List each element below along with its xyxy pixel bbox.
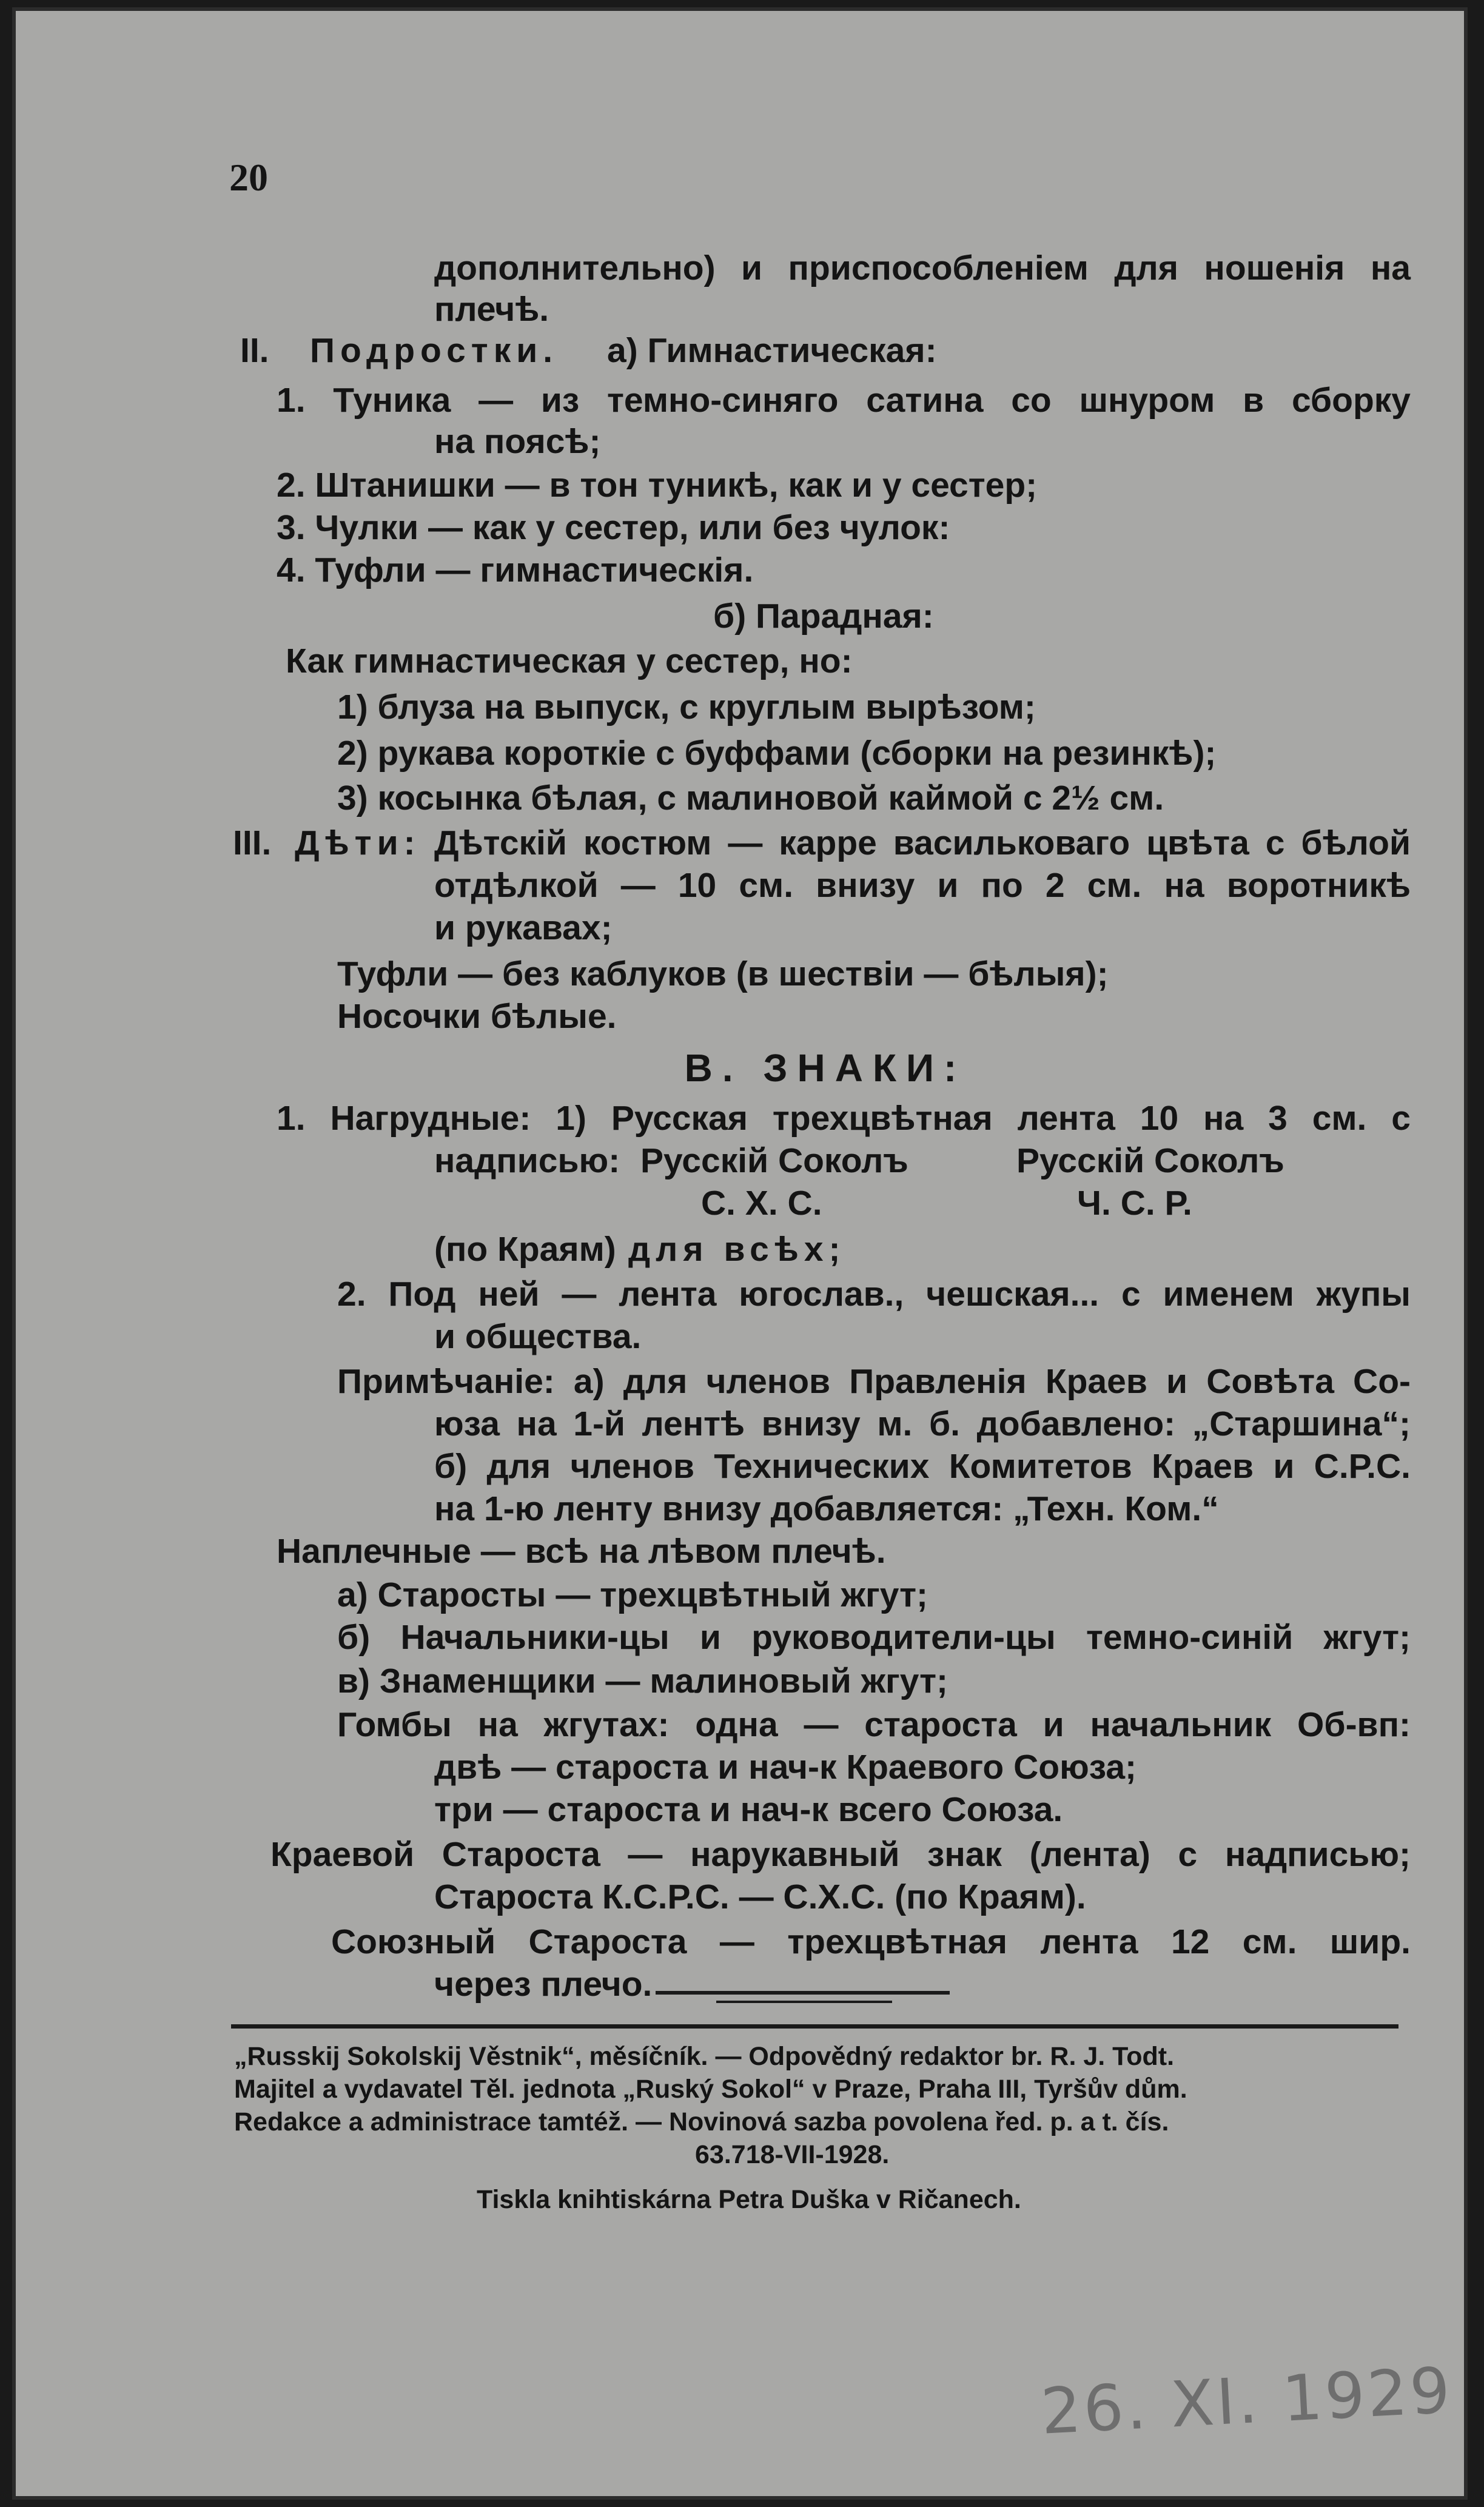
text-line: Русскій Соколъ — [1016, 1141, 1284, 1180]
ornament-rule — [716, 2001, 892, 2003]
text-line: Краевой Староста — нарукавный знак (лента) с надписью; — [270, 1835, 1411, 1874]
text-line: отдѣлкой — 10 см. внизу и по 2 см. на воротникѣ — [434, 866, 1411, 905]
text-line: двѣ — староста и нач-к Краевого Союза; — [434, 1748, 1137, 1787]
text-line: дополнительно) и приспособленіем для ношенія на — [434, 249, 1411, 287]
text-line: 2) рукава короткіе с буффами (сборки на резинкѣ); — [337, 734, 1217, 773]
colophon-line: Majitel a vydavatel Těl. jednota „Ruský Sokol“ v Praze, Praha III, Tyršův dům. — [234, 2075, 1187, 2104]
text-line: и рукавах; — [434, 908, 613, 947]
text-line: плечѣ. — [434, 290, 549, 329]
text-line: три — староста и нач-к всего Союза. — [434, 1790, 1063, 1829]
text-line: юза на 1-й лентѣ внизу м. б. добавлено: „Старшина“; — [434, 1405, 1411, 1443]
printer-line: Tiskla knihtiskárna Petra Duška v Ričanech. — [477, 2185, 1021, 2214]
text-line: 3. Чулки — как у сестер, или без чулок: — [277, 508, 950, 547]
text-line: б) для членов Технических Комитетов Краев и С.Р.С. — [434, 1447, 1411, 1486]
text-line: а) Старосты — трехцвѣтный жгут; — [337, 1576, 928, 1614]
text-line: 1. Туника — из темно-синяго сатина со шнуром в сборку — [277, 381, 1411, 420]
text-line: 1. Нагрудные: 1) Русская трехцвѣтная лента 10 на 3 см. с — [277, 1099, 1411, 1138]
text-line: в) Знаменщики — малиновый жгут; — [337, 1662, 948, 1700]
text-line: Русскій Соколъ — [640, 1141, 908, 1180]
text-line: Примѣчаніе: а) для членов Правленія Краев и Совѣта Со- — [337, 1362, 1411, 1401]
colophon-line: 63.718-VII-1928. — [695, 2140, 890, 2169]
text-line: Как гимнастическая у сестер, но: — [286, 642, 853, 680]
text-line: на поясѣ; — [434, 422, 601, 461]
text-line: для всѣх; — [628, 1230, 846, 1269]
ornament-rule — [656, 1991, 950, 1995]
text-line: а) Гимнастическая: — [607, 331, 937, 370]
text-line: Староста К.С.Р.С. — С.Х.С. (по Краям). — [434, 1878, 1086, 1916]
text-line: б) Парадная: — [713, 597, 934, 636]
text-line: Гомбы на жгутах: одна — староста и начальник Об-вп: — [337, 1705, 1411, 1744]
section-title: Дѣти: — [295, 824, 421, 862]
text-line: б) Начальники-цы и руководители-цы темно-синій жгут; — [337, 1618, 1411, 1657]
section-heading: В. ЗНАКИ: — [684, 1046, 967, 1090]
text-line: 2. Штанишки — в тон туникѣ, как и у сестер; — [277, 466, 1038, 505]
text-line: Наплечные — всѣ на лѣвом плечѣ. — [277, 1532, 886, 1571]
date-stamp: 26. XI. 1929 — [1039, 2353, 1454, 2449]
text-line: и общества. — [434, 1317, 642, 1356]
text-line: 3) косынка бѣлая, с малиновой каймой с 2½ см. — [337, 779, 1164, 817]
text-line: Носочки бѣлые. — [337, 997, 617, 1036]
colophon-line: Redakce a administrace tamtéž. — Novinová sazba povolena řed. p. a t. čís. — [234, 2107, 1169, 2136]
text-line: на 1-ю ленту внизу добавляется: „Техн. Ком.“ — [434, 1489, 1219, 1528]
text-line: Дѣтскій костюм — карре васильковаго цвѣта с бѣлой — [434, 824, 1411, 862]
page-number: 20 — [229, 156, 268, 199]
document-page — [12, 7, 1468, 2500]
section-number: II. — [240, 331, 269, 370]
text-line: надписью: — [434, 1141, 620, 1180]
text-line: Союзный Староста — трехцвѣтная лента 12 см. шир. — [331, 1922, 1411, 1961]
text-line: 1) блуза на выпуск, с круглым вырѣзом; — [337, 688, 1036, 727]
colophon-line: „Russkij Sokolskij Věstnik“, měsíčník. — Odpovědný redaktor br. R. J. Todt. — [234, 2042, 1175, 2071]
section-title: Подростки. — [310, 331, 559, 370]
text-line: С. Х. С. — [701, 1184, 822, 1223]
text-line: 4. Туфли — гимнастическія. — [277, 551, 754, 589]
text-line: 2. Под ней — лента югослав., чешская... с именем жупы — [337, 1275, 1411, 1314]
section-number: III. — [233, 824, 272, 862]
text-line: Туфли — без каблуков (в шествіи — бѣлыя); — [337, 955, 1109, 993]
footer-divider — [231, 2024, 1398, 2029]
text-line: через плечо. — [434, 1965, 653, 2004]
text-line: (по Краям) — [434, 1230, 616, 1269]
text-line: Ч. С. Р. — [1077, 1184, 1192, 1223]
